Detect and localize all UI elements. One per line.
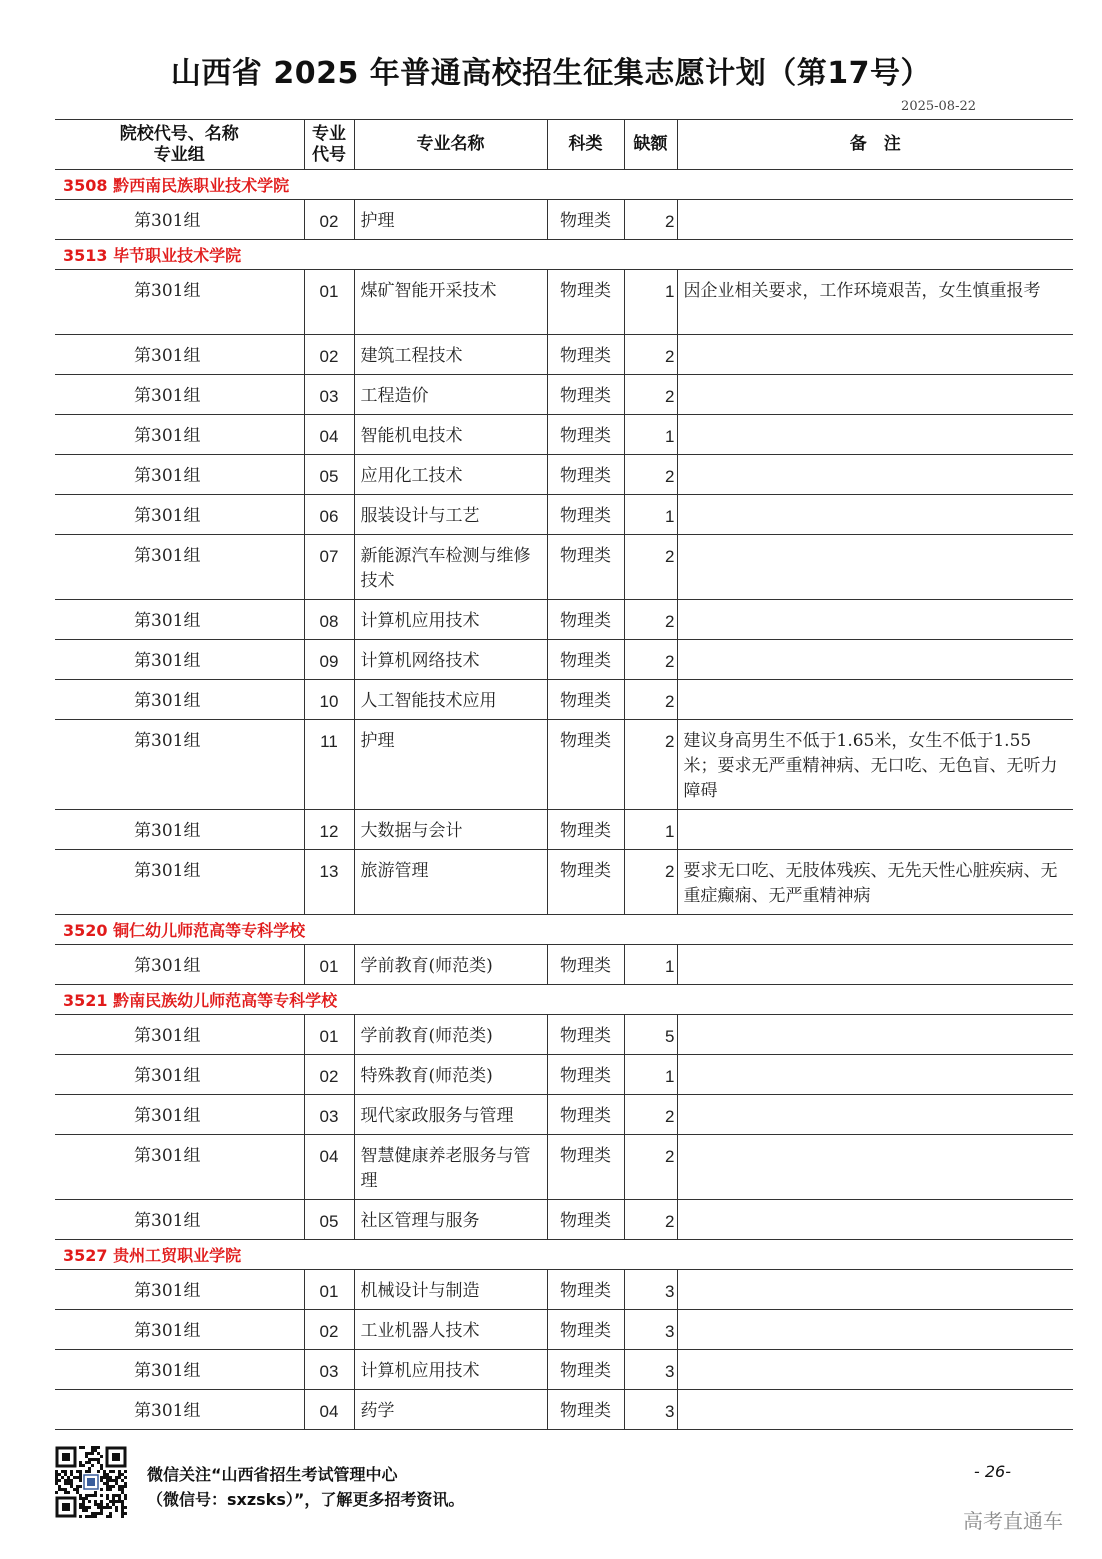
cell-vacancy: 2 (624, 680, 677, 720)
cell-category: 物理类 (547, 1350, 624, 1390)
cell-group: 第301组 (55, 375, 304, 415)
cell-note (677, 455, 1073, 495)
cell-major-name: 护理 (354, 200, 547, 240)
cell-major-code: 06 (304, 495, 354, 535)
table-row (55, 1200, 1073, 1240)
cell-vacancy: 2 (624, 1200, 677, 1240)
cell-major-name: 新能源汽车检测与维修技术 (354, 535, 547, 600)
cell-category: 物理类 (547, 335, 624, 375)
cell-category: 物理类 (547, 270, 624, 335)
cell-vacancy: 2 (624, 1135, 677, 1200)
cell-category: 物理类 (547, 720, 624, 810)
cell-major-code: 02 (304, 1310, 354, 1350)
cell-group: 第301组 (55, 640, 304, 680)
cell-vacancy: 1 (624, 1055, 677, 1095)
table-row (55, 680, 1073, 720)
cell-major-code: 05 (304, 455, 354, 495)
school-name: 3513 毕节职业技术学院 (55, 240, 1073, 270)
cell-vacancy: 1 (624, 270, 677, 335)
cell-major-name: 煤矿智能开采技术 (354, 270, 547, 335)
footer-text (147, 1462, 464, 1512)
header-category: 科类 (547, 120, 624, 170)
cell-vacancy: 2 (624, 1095, 677, 1135)
cell-vacancy: 3 (624, 1390, 677, 1430)
cell-major-code: 01 (304, 1270, 354, 1310)
cell-major-code: 03 (304, 375, 354, 415)
document-title: 山西省 2025 年普通高校招生征集志愿计划（第17号） (170, 56, 932, 91)
cell-major-name: 大数据与会计 (354, 810, 547, 850)
cell-note (677, 335, 1073, 375)
cell-note (677, 535, 1073, 600)
cell-major-code: 01 (304, 270, 354, 335)
table-row (55, 375, 1073, 415)
cell-category: 物理类 (547, 535, 624, 600)
cell-group: 第301组 (55, 455, 304, 495)
cell-note (677, 1055, 1073, 1095)
cell-major-name: 工业机器人技术 (354, 1310, 547, 1350)
cell-category: 物理类 (547, 640, 624, 680)
cell-major-code: 02 (304, 200, 354, 240)
table-row (55, 810, 1073, 850)
cell-major-name: 机械设计与制造 (354, 1270, 547, 1310)
cell-vacancy: 1 (624, 945, 677, 985)
cell-major-code: 05 (304, 1200, 354, 1240)
school-section-row (55, 1240, 1073, 1270)
cell-group: 第301组 (55, 1055, 304, 1095)
header-school: 院校代号、名称 专业组 (55, 120, 304, 170)
cell-major-name: 社区管理与服务 (354, 1200, 547, 1240)
cell-note (677, 600, 1073, 640)
cell-category: 物理类 (547, 375, 624, 415)
cell-group: 第301组 (55, 1015, 304, 1055)
table-row (55, 1350, 1073, 1390)
footer-line-2: （微信号：sxzsks）”，了解更多招考资讯。 (147, 1490, 465, 1509)
cell-major-name: 护理 (354, 720, 547, 810)
cell-major-code: 03 (304, 1350, 354, 1390)
cell-major-code: 07 (304, 535, 354, 600)
cell-note (677, 1200, 1073, 1240)
school-section-row (55, 170, 1073, 200)
cell-category: 物理类 (547, 1270, 624, 1310)
cell-group: 第301组 (55, 270, 304, 335)
cell-note (677, 1135, 1073, 1200)
cell-vacancy: 2 (624, 535, 677, 600)
header-major-name: 专业名称 (354, 120, 547, 170)
cell-category: 物理类 (547, 1390, 624, 1430)
cell-major-name: 服装设计与工艺 (354, 495, 547, 535)
cell-vacancy: 5 (624, 1015, 677, 1055)
cell-major-code: 04 (304, 1390, 354, 1430)
cell-note (677, 495, 1073, 535)
cell-note (677, 640, 1073, 680)
cell-group: 第301组 (55, 720, 304, 810)
cell-category: 物理类 (547, 810, 624, 850)
school-section-row (55, 915, 1073, 945)
cell-note (677, 200, 1073, 240)
table-row (55, 1015, 1073, 1055)
cell-note: 建议身高男生不低于1.65米，女生不低于1.55米；要求无严重精神病、无口吃、无色盲、无听力障碍 (677, 720, 1073, 810)
cell-note (677, 1310, 1073, 1350)
cell-vacancy: 2 (624, 720, 677, 810)
cell-major-code: 12 (304, 810, 354, 850)
cell-note (677, 415, 1073, 455)
admission-plan-table (55, 119, 1073, 1430)
school-section-row (55, 985, 1073, 1015)
cell-group: 第301组 (55, 1310, 304, 1350)
cell-major-name: 学前教育(师范类) (354, 945, 547, 985)
cell-vacancy: 2 (624, 850, 677, 915)
cell-vacancy: 3 (624, 1350, 677, 1390)
cell-major-name: 计算机应用技术 (354, 600, 547, 640)
page-number: - 26- (974, 1462, 1011, 1481)
cell-note (677, 1015, 1073, 1055)
cell-category: 物理类 (547, 1095, 624, 1135)
cell-group: 第301组 (55, 680, 304, 720)
table-row (55, 720, 1073, 810)
cell-major-name: 药学 (354, 1390, 547, 1430)
cell-vacancy: 2 (624, 640, 677, 680)
table-row (55, 1390, 1073, 1430)
cell-category: 物理类 (547, 600, 624, 640)
cell-major-code: 03 (304, 1095, 354, 1135)
cell-major-name: 旅游管理 (354, 850, 547, 915)
cell-major-code: 11 (304, 720, 354, 810)
cell-vacancy: 2 (624, 375, 677, 415)
cell-major-code: 04 (304, 415, 354, 455)
cell-major-name: 现代家政服务与管理 (354, 1095, 547, 1135)
cell-major-name: 特殊教育(师范类) (354, 1055, 547, 1095)
table-row (55, 1310, 1073, 1350)
cell-major-code: 10 (304, 680, 354, 720)
table-row (55, 1095, 1073, 1135)
cell-category: 物理类 (547, 200, 624, 240)
cell-group: 第301组 (55, 1350, 304, 1390)
cell-major-name: 学前教育(师范类) (354, 1015, 547, 1055)
header-vacancy: 缺额 (624, 120, 677, 170)
cell-note (677, 1095, 1073, 1135)
table-row (55, 1135, 1073, 1200)
cell-category: 物理类 (547, 850, 624, 915)
cell-vacancy: 2 (624, 455, 677, 495)
cell-group: 第301组 (55, 1135, 304, 1200)
cell-group: 第301组 (55, 335, 304, 375)
cell-group: 第301组 (55, 810, 304, 850)
cell-category: 物理类 (547, 455, 624, 495)
table-row (55, 270, 1073, 335)
cell-note: 要求无口吃、无肢体残疾、无先天性心脏疾病、无重症癫痫、无严重精神病 (677, 850, 1073, 915)
table-row (55, 600, 1073, 640)
cell-category: 物理类 (547, 495, 624, 535)
document-date: 2025-08-22 (901, 99, 976, 114)
header-major-code: 专业 代号 (304, 120, 354, 170)
cell-note (677, 945, 1073, 985)
cell-group: 第301组 (55, 1270, 304, 1310)
cell-major-name: 计算机应用技术 (354, 1350, 547, 1390)
cell-category: 物理类 (547, 1200, 624, 1240)
cell-group: 第301组 (55, 415, 304, 455)
cell-category: 物理类 (547, 1135, 624, 1200)
table-row (55, 335, 1073, 375)
cell-major-code: 09 (304, 640, 354, 680)
table-row (55, 495, 1073, 535)
cell-major-name: 人工智能技术应用 (354, 680, 547, 720)
cell-group: 第301组 (55, 495, 304, 535)
cell-major-name: 智能机电技术 (354, 415, 547, 455)
table-row (55, 415, 1073, 455)
cell-major-code: 01 (304, 945, 354, 985)
cell-major-code: 02 (304, 1055, 354, 1095)
table-header-row (55, 120, 1073, 170)
cell-note (677, 680, 1073, 720)
cell-major-name: 智慧健康养老服务与管理 (354, 1135, 547, 1200)
school-name: 3508 黔西南民族职业技术学院 (55, 170, 1073, 200)
cell-category: 物理类 (547, 680, 624, 720)
cell-group: 第301组 (55, 600, 304, 640)
cell-vacancy: 1 (624, 810, 677, 850)
table-row (55, 850, 1073, 915)
cell-major-name: 计算机网络技术 (354, 640, 547, 680)
cell-note (677, 1350, 1073, 1390)
school-section-row (55, 240, 1073, 270)
cell-vacancy: 1 (624, 495, 677, 535)
footer-line-1: 微信关注“山西省招生考试管理中心 (147, 1465, 398, 1484)
cell-group: 第301组 (55, 945, 304, 985)
table-row (55, 455, 1073, 495)
cell-group: 第301组 (55, 200, 304, 240)
header-note: 备 注 (677, 120, 1073, 170)
cell-vacancy: 2 (624, 335, 677, 375)
cell-major-code: 02 (304, 335, 354, 375)
cell-vacancy: 3 (624, 1270, 677, 1310)
cell-category: 物理类 (547, 945, 624, 985)
school-name: 3520 铜仁幼儿师范高等专科学校 (55, 915, 1073, 945)
cell-category: 物理类 (547, 1310, 624, 1350)
cell-category: 物理类 (547, 1055, 624, 1095)
table-row (55, 200, 1073, 240)
cell-vacancy: 2 (624, 200, 677, 240)
cell-vacancy: 1 (624, 415, 677, 455)
cell-major-code: 01 (304, 1015, 354, 1055)
table-row (55, 535, 1073, 600)
cell-group: 第301组 (55, 1200, 304, 1240)
cell-major-code: 08 (304, 600, 354, 640)
table-row (55, 945, 1073, 985)
cell-major-name: 工程造价 (354, 375, 547, 415)
cell-major-name: 应用化工技术 (354, 455, 547, 495)
table-row (55, 640, 1073, 680)
cell-group: 第301组 (55, 1095, 304, 1135)
cell-category: 物理类 (547, 1015, 624, 1055)
cell-note (677, 1270, 1073, 1310)
cell-note (677, 1390, 1073, 1430)
watermark: 高考直通车 (963, 1509, 1063, 1533)
cell-note: 因企业相关要求，工作环境艰苦，女生慎重报考 (677, 270, 1073, 335)
cell-major-code: 04 (304, 1135, 354, 1200)
cell-vacancy: 3 (624, 1310, 677, 1350)
cell-category: 物理类 (547, 415, 624, 455)
cell-major-code: 13 (304, 850, 354, 915)
cell-note (677, 810, 1073, 850)
cell-group: 第301组 (55, 535, 304, 600)
cell-major-name: 建筑工程技术 (354, 335, 547, 375)
cell-group: 第301组 (55, 1390, 304, 1430)
qr-code (55, 1446, 127, 1518)
school-name: 3527 贵州工贸职业学院 (55, 1240, 1073, 1270)
cell-group: 第301组 (55, 850, 304, 915)
table-row (55, 1270, 1073, 1310)
cell-note (677, 375, 1073, 415)
school-name: 3521 黔南民族幼儿师范高等专科学校 (55, 985, 1073, 1015)
table-row (55, 1055, 1073, 1095)
cell-vacancy: 2 (624, 600, 677, 640)
